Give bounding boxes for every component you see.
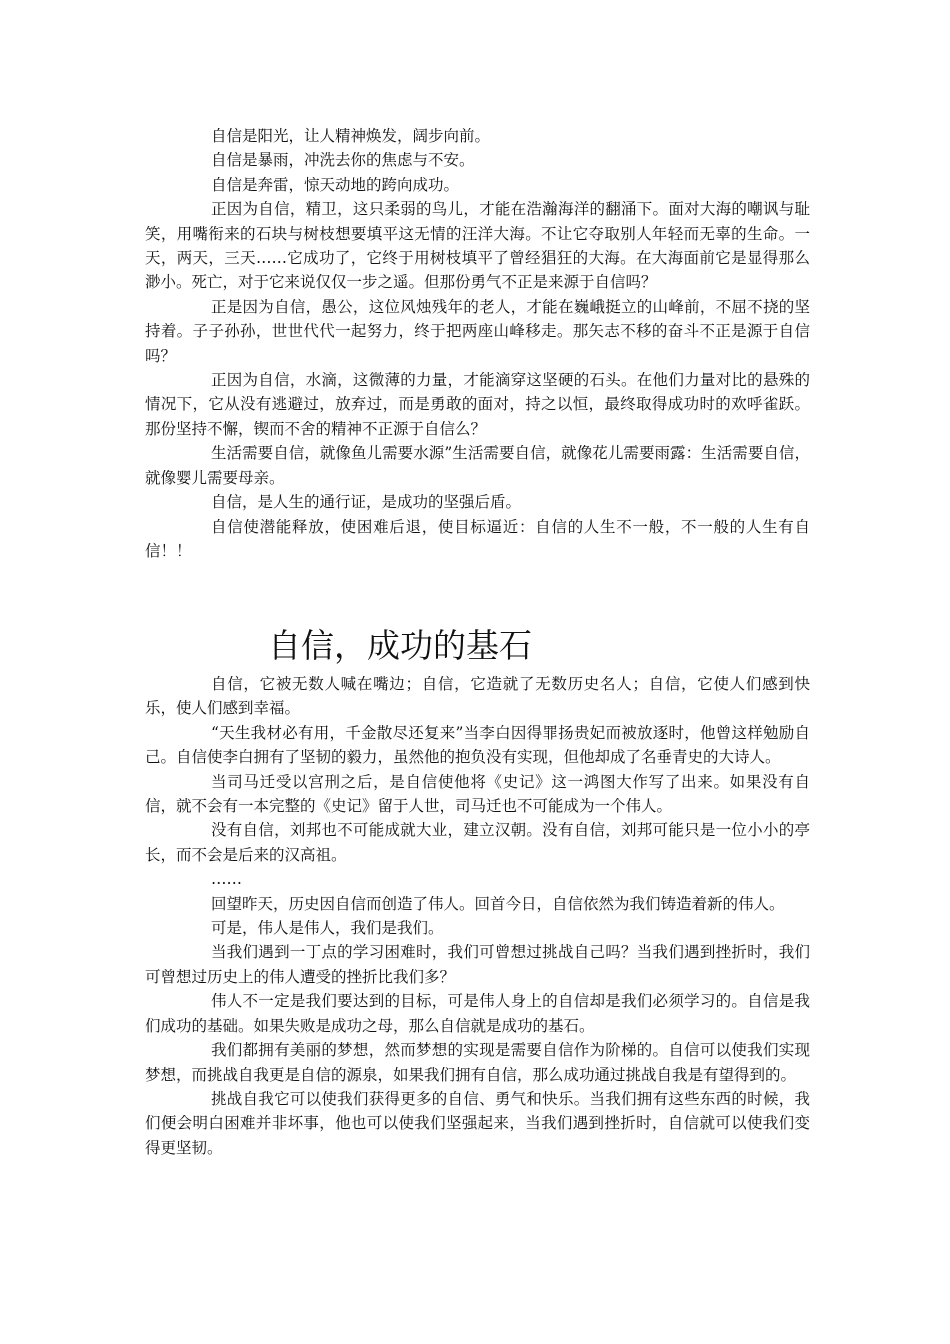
essay-2-paragraph: 当司马迁受以宫刑之后，是自信使他将《史记》这一鸿图大作写了出来。如果没有自信，就不会有一本完整的《史记》留于人世，司马迁也不可能成为一个伟人。 xyxy=(145,772,810,816)
essay-1-paragraph: 自信是奔雷，惊天动地的跨向成功。 xyxy=(211,175,460,194)
essay-2-paragraph: 伟人不一定是我们要达到的目标，可是伟人身上的自信却是我们必须学习的。自信是我们成功的基础。如果失败是成功之母，那么自信就是成功的基石。 xyxy=(145,992,810,1035)
essay-2-paragraph: 当我们遇到一丁点的学习困难时，我们可曾想过挑战自己吗？当我们遇到挫折时，我们可曾想过历史上的伟人遭受的挫折比我们多？ xyxy=(145,943,810,986)
essay-1-paragraph: 正是因为自信，愚公，这位风烛残年的老人，才能在巍峨挺立的山峰前，不屈不挠的坚持着。子子孙孙，世世代代一起努力，终于把两座山峰移走。那矢志不移的奋斗不正是源于自信吗？ xyxy=(145,297,810,365)
ellipsis-line: …… xyxy=(211,870,242,889)
essay-1-paragraph: 自信使潜能释放，使困难后退，使目标逼近：自信的人生不一般，不一般的人生有自信！！ xyxy=(145,517,810,560)
essay-2-paragraph: “天生我材必有用，千金散尽还复来”当李白因得罪扬贵妃而被放逐时，他曾这样勉励自己。自信使李白拥有了坚韧的毅力，虽然他的抱负没有实现，但他却成了名垂青史的大诗人。 xyxy=(145,723,810,767)
essay-2-title: 自信，成功的基石 xyxy=(268,626,532,665)
essay-2-body xyxy=(145,672,810,1160)
essay-1-paragraph: 生活需要自信，就像鱼儿需要水源”生活需要自信，就像花儿需要雨露：生活需要自信，就像婴儿需要母亲。 xyxy=(145,444,810,487)
essay-2-paragraph: 我们都拥有美丽的梦想，然而梦想的实现是需要自信作为阶梯的。自信可以使我们实现梦想，而挑战自我更是自信的源泉，如果我们拥有自信，那么成功通过挑战自我是有望得到的。 xyxy=(145,1041,810,1084)
essay-2-paragraph: 回望昨天，历史因自信而创造了伟人。回首今日，自信依然为我们铸造着新的伟人。 xyxy=(211,894,785,913)
essay-1-paragraph: 正因为自信，水滴，这微薄的力量，才能滴穿这坚硬的石头。在他们力量对比的悬殊的情况下，它从没有逃避过，放弃过，而是勇敢的面对，持之以恒，最终取得成功时的欢呼雀跃。那份坚持不懈，锲而不舍的精神不正源于自信么？ xyxy=(145,371,810,438)
essay-1-body xyxy=(145,124,810,563)
essay-2-paragraph: 没有自信，刘邦也不可能成就大业，建立汉朝。没有自信，刘邦可能只是一位小小的亭长，而不会是后来的汉高祖。 xyxy=(145,821,810,864)
essay-1-paragraph: 自信是阳光，让人精神焕发，阔步向前。 xyxy=(211,127,491,145)
essay-1-paragraph: 自信，是人生的通行证，是成功的坚强后盾。 xyxy=(211,493,522,512)
essay-1-paragraph: 自信是暴雨，冲洗去你的焦虑与不安。 xyxy=(211,151,475,170)
essay-1-paragraph: 正因为自信，精卫，这只柔弱的鸟儿，才能在浩瀚海洋的翻涌下。面对大海的嘲讽与耻笑，用嘴衔来的石块与树枝想要填平这无情的汪洋大海。不让它夺取别人年轻而无辜的生命。一天，两天，三天……它成功了，它终于用树枝填平了曾经猖狂的大海。在大海面前它是显得那么渺小。死亡，对于它来说仅仅一步之遥。但那份勇气不正是来源于自信吗？ xyxy=(145,200,810,292)
essay-2-paragraph: 可是，伟人是伟人，我们是我们。 xyxy=(211,919,444,938)
essay-2-paragraph: 自信，它被无数人喊在嘴边；自信，它造就了无数历史名人；自信，它使人们感到快乐，使人们感到幸福。 xyxy=(145,675,810,718)
essay-2-paragraph: 挑战自我它可以使我们获得更多的自信、勇气和快乐。当我们拥有这些东西的时候，我们便会明白困难并非坏事，他也可以使我们坚强起来，当我们遇到挫折时，自信就可以使我们变得更坚韧。 xyxy=(145,1089,810,1157)
